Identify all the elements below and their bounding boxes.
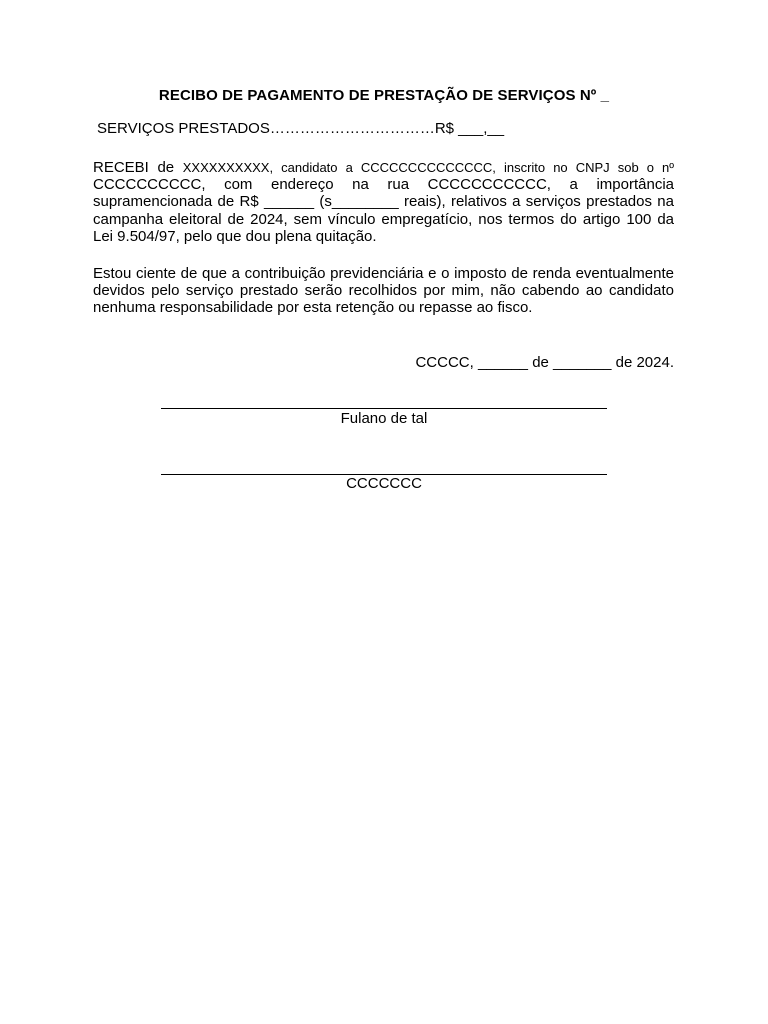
tax-notice-paragraph: Estou ciente de que a contribuição previdenciária e o imposto de renda eventualmente devidos pelo serviço prestado serão recolhidos por mim, não cabendo ao candidato nenhuma responsabilidade por esta retenção ou repasse ao fisco. (93, 265, 674, 317)
receipt-payer-details: XXXXXXXXXX, candidato a CCCCCCCCCCCCCC, inscrito no CNPJ sob o nº (182, 160, 674, 175)
place-date-line: CCCCC, ______ de _______ de 2024. (415, 354, 674, 371)
receipt-lead-text: RECEBI de (93, 159, 183, 176)
receipt-body-text: CCCCCCCCCC, com endereço na rua CCCCCCCCCCC, a importância supramencionada de R$ ______ (s________ reais), relativos a serviços prestados na campanha eleitoral de 2024, sem vínculo empregatício, nos termos do artigo 100 da Lei 9.504/97, pelo que dou plena quitação. (93, 176, 674, 245)
signature-name-2: CCCCCCC (346, 475, 422, 492)
signature-name-1: Fulano de tal (340, 410, 428, 427)
receipt-paragraph (93, 159, 674, 245)
document-title: RECIBO DE PAGAMENTO DE PRESTAÇÃO DE SERVIÇOS Nº _ (158, 87, 610, 104)
services-amount-line: SERVIÇOS PRESTADOS……………………………R$ ___,__ (97, 120, 505, 137)
signature-line-1 (161, 408, 607, 409)
